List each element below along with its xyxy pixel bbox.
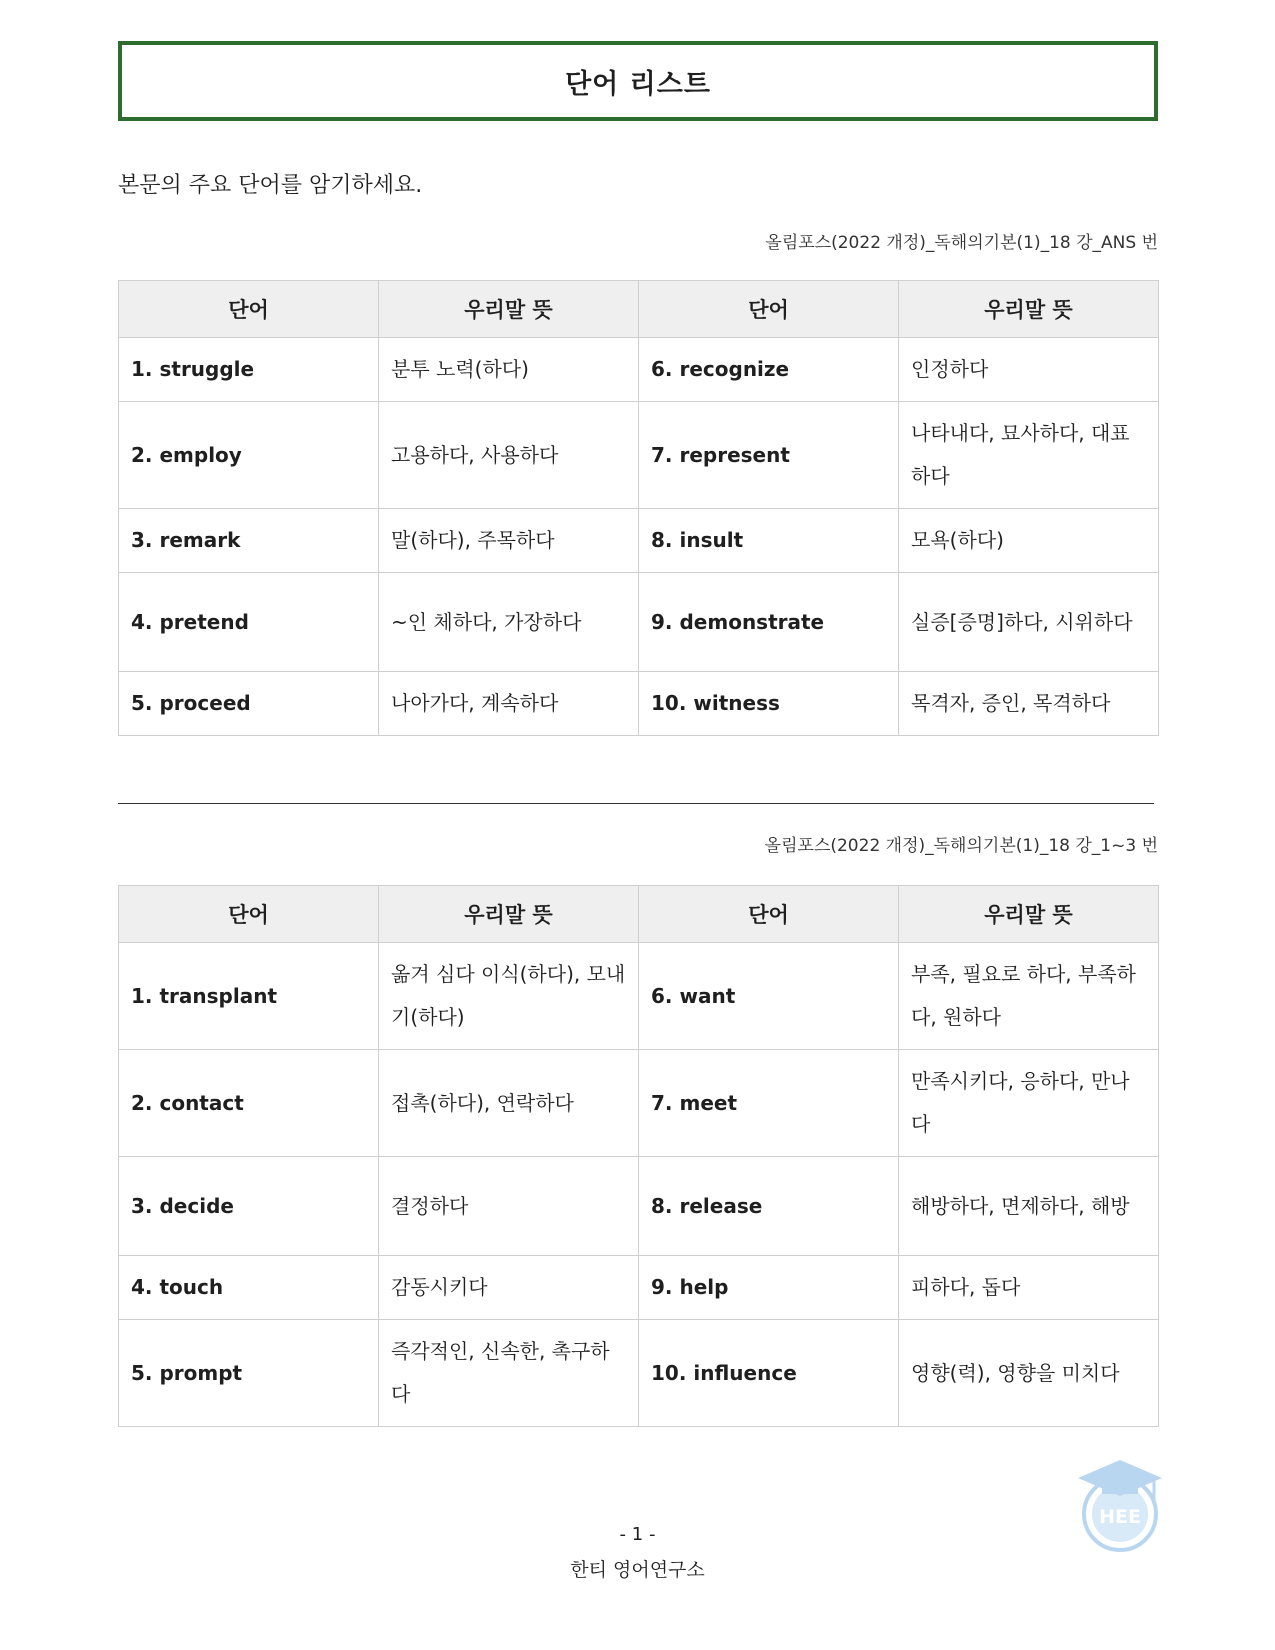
section1-source: 올림포스(2022 개정)_독해의기본(1)_18 강_ANS 번 [765,233,1158,253]
word-cell: 9. help [639,1256,899,1320]
table-row [119,1320,1159,1427]
page-number: - 1 - [619,1524,656,1545]
meaning-cell: 말(하다), 주목하다 [379,509,639,573]
section-divider [118,803,1154,804]
meaning-cell: 피하다, 돕다 [899,1256,1159,1320]
meaning-cell: 목격자, 증인, 목격하다 [899,672,1159,736]
header-meaning: 우리말 뜻 [379,886,639,943]
meaning-cell: 고용하다, 사용하다 [379,402,639,509]
header-word: 단어 [639,886,899,943]
word-cell: 4. touch [119,1256,379,1320]
table-row [119,1256,1159,1320]
header-meaning: 우리말 뜻 [379,281,639,338]
meaning-cell: 결정하다 [379,1157,639,1256]
word-cell: 3. decide [119,1157,379,1256]
word-cell: 4. pretend [119,573,379,672]
header-word: 단어 [639,281,899,338]
footer-institute: 한티 영어연구소 [570,1559,705,1581]
meaning-cell: 나타내다, 묘사하다, 대표하다 [899,402,1159,509]
meaning-cell: 해방하다, 면제하다, 해방 [899,1157,1159,1256]
svg-text:HEE: HEE [1099,1506,1141,1528]
word-cell: 1. transplant [119,943,379,1050]
meaning-cell: 접촉(하다), 연락하다 [379,1050,639,1157]
word-cell: 6. want [639,943,899,1050]
meaning-cell: 영향(력), 영향을 미치다 [899,1320,1159,1427]
table-row [119,1157,1159,1256]
word-cell: 10. witness [639,672,899,736]
word-cell: 8. insult [639,509,899,573]
meaning-cell: 옮겨 심다 이식(하다), 모내기(하다) [379,943,639,1050]
header-meaning: 우리말 뜻 [899,281,1159,338]
meaning-cell: 만족시키다, 응하다, 만나다 [899,1050,1159,1157]
vocab-table-1 [118,280,1159,736]
table-row [119,338,1159,402]
table-row [119,672,1159,736]
vocab-table-2 [118,885,1159,1427]
instruction-text: 본문의 주요 단어를 암기하세요. [118,173,423,198]
meaning-cell: 나아가다, 계속하다 [379,672,639,736]
word-cell: 10. influence [639,1320,899,1427]
meaning-cell: ~인 체하다, 가장하다 [379,573,639,672]
title-box [118,41,1158,121]
meaning-cell: 즉각적인, 신속한, 촉구하다 [379,1320,639,1427]
word-cell: 3. remark [119,509,379,573]
word-cell: 8. release [639,1157,899,1256]
word-cell: 5. prompt [119,1320,379,1427]
table-row [119,402,1159,509]
word-cell: 2. employ [119,402,379,509]
meaning-cell: 분투 노력(하다) [379,338,639,402]
table-row [119,1050,1159,1157]
meaning-cell: 부족, 필요로 하다, 부족하다, 원하다 [899,943,1159,1050]
table-row [119,509,1159,573]
table-header-row [119,281,1159,338]
meaning-cell: 실증[증명]하다, 시위하다 [899,573,1159,672]
meaning-cell: 인정하다 [899,338,1159,402]
header-meaning: 우리말 뜻 [899,886,1159,943]
meaning-cell: 모욕(하다) [899,509,1159,573]
meaning-cell: 감동시키다 [379,1256,639,1320]
word-cell: 7. meet [639,1050,899,1157]
header-word: 단어 [119,281,379,338]
header-word: 단어 [119,886,379,943]
word-cell: 2. contact [119,1050,379,1157]
word-cell: 9. demonstrate [639,573,899,672]
page-title: 단어 리스트 [565,68,711,100]
word-cell: 7. represent [639,402,899,509]
word-cell: 1. struggle [119,338,379,402]
section2-source: 올림포스(2022 개정)_독해의기본(1)_18 강_1~3 번 [764,836,1158,856]
word-cell: 6. recognize [639,338,899,402]
table-row [119,943,1159,1050]
word-cell: 5. proceed [119,672,379,736]
table-row [119,573,1159,672]
table-header-row [119,886,1159,943]
